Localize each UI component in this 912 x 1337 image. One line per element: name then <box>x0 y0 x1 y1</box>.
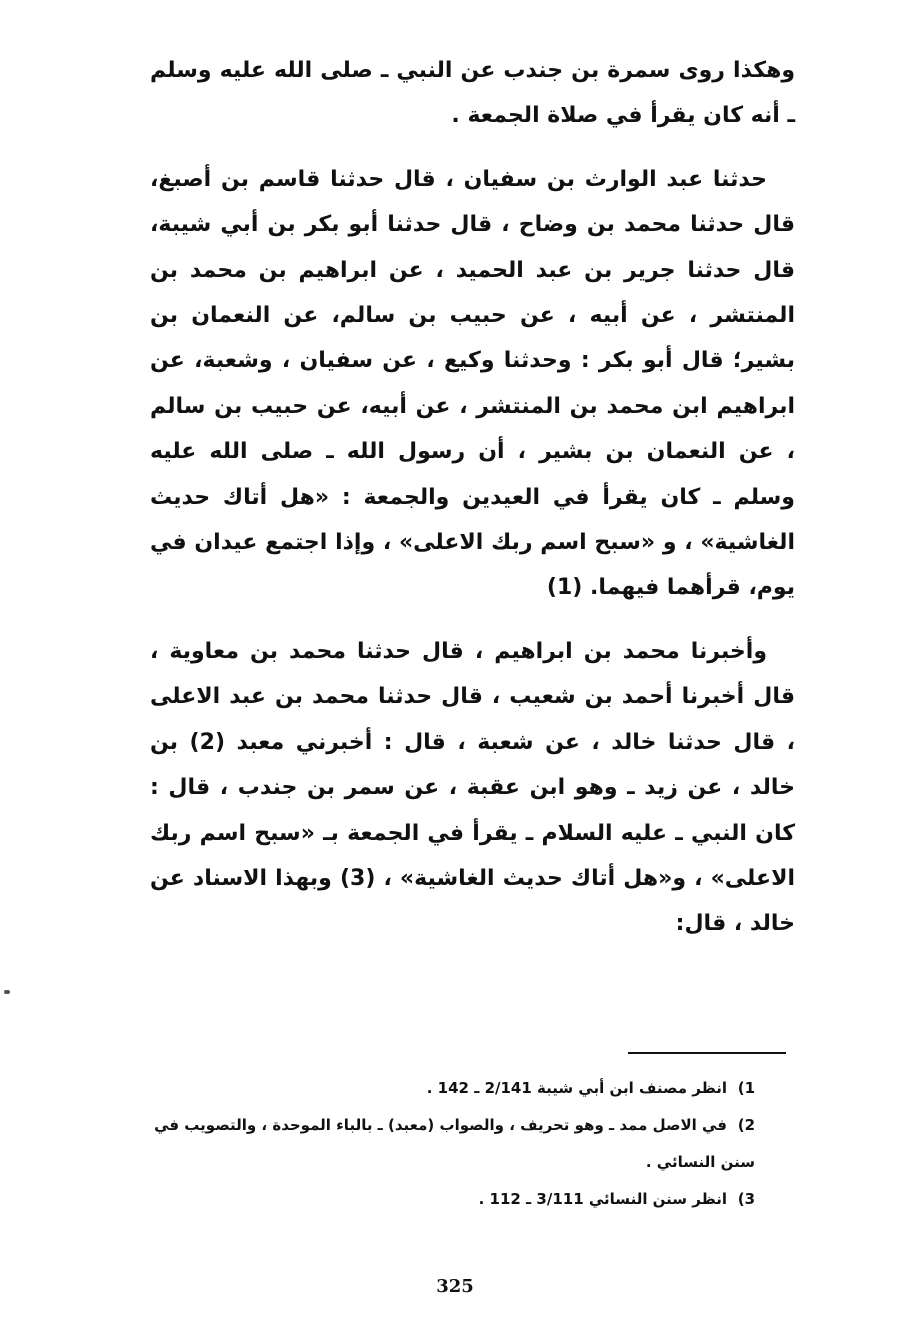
footnote-3 <box>150 1181 755 1218</box>
footnote-divider <box>628 1052 786 1054</box>
footnote-2 <box>150 1107 755 1181</box>
scan-speck <box>4 990 10 994</box>
footnote-marker: 1) <box>737 1079 755 1097</box>
footnote-text: في الاصل ممد ـ وهو تحريف ، والصواب (معبد) ـ بالباء الموحدة ، والتصويب في سنن النسائي . <box>154 1116 755 1171</box>
footnotes-block <box>150 1070 755 1218</box>
paragraph-1 <box>150 48 795 139</box>
paragraph-2 <box>150 157 795 611</box>
footnote-text: انظر سنن النسائي 3/111 ـ 112 . <box>478 1190 727 1208</box>
paragraph-1-text: وهكذا روى سمرة بن جندب عن النبي ـ صلى الله عليه وسلم ـ أنه كان يقرأ في صلاة الجمعة . <box>150 58 795 129</box>
main-text-block <box>150 48 795 947</box>
page-number: 325 <box>436 1276 474 1297</box>
footnote-marker: 3) <box>737 1190 755 1208</box>
paragraph-2-text: حدثنا عبد الوارث بن سفيان ، قال حدثنا قاسم بن أصبغ، قال حدثنا محمد بن وضاح ، قال حدثنا أبو بكر بن أبي شيبة، قال حدثنا جرير بن عبد الحميد ، عن ابراهيم بن محمد بن المنتشر ، عن أبيه ، عن حبيب بن سالم، عن النعمان بن بشير؛ قال أبو بكر : وحدثنا وكيع ، عن سفيان ، وشعبة، عن ابراهيم ابن محمد بن المنتشر ، عن أبيه، عن حبيب بن سالم ، عن النعمان بن بشير ، أن رسول الله ـ صلى الله عليه وسلم ـ كان يقرأ في العيدين والجمعة : «هل أتاك حديث الغاشية» ، و «سبح اسم ربك الاعلى» ، وإذا اجتمع عيدان في يوم، قرأهما فيهما. (1) <box>150 166 795 601</box>
paragraph-3 <box>150 629 795 947</box>
footnote-1 <box>150 1070 755 1107</box>
paragraph-3-text: وأخبرنا محمد بن ابراهيم ، قال حدثنا محمد بن معاوية ، قال أخبرنا أحمد بن شعيب ، قال حدثنا محمد بن عبد الاعلى ، قال حدثنا خالد ، عن شعبة ، قال : أخبرني معبد (2) بن خالد ، عن زيد ـ وهو ابن عقبة ، عن سمر بن جندب ، قال : كان النبي ـ عليه السلام ـ يقرأ في الجمعة بـ «سبح اسم ربك الاعلى» ، و«هل أتاك حديث الغاشية» ، (3) وبهذا الاسناد عن خالد ، قال: <box>150 638 795 937</box>
footnote-text: انظر مصنف ابن أبي شيبة 2/141 ـ 142 . <box>426 1079 727 1097</box>
footnote-marker: 2) <box>737 1116 755 1134</box>
